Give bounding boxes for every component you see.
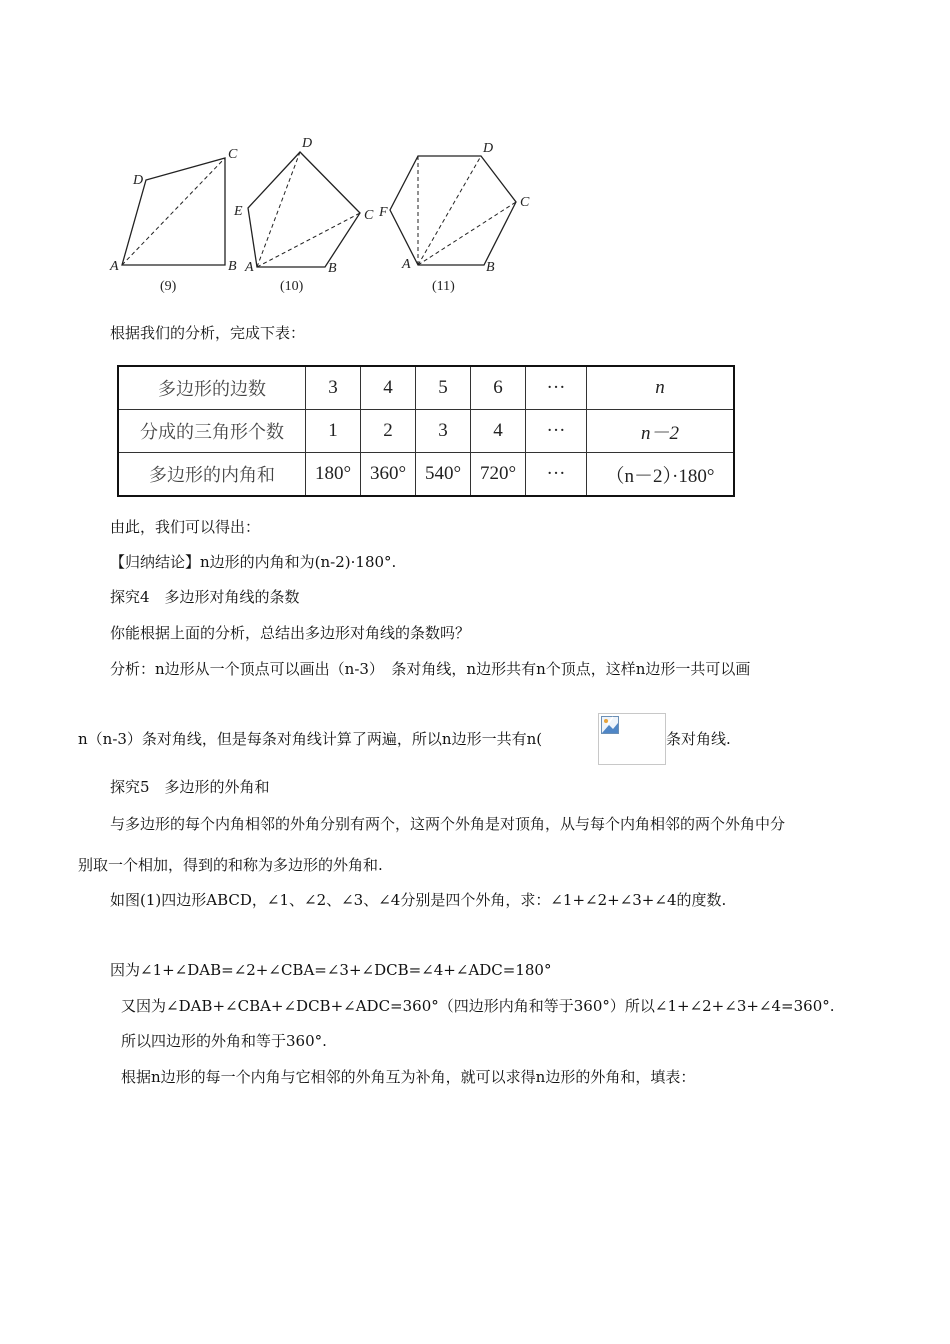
fig9-label-d: D (133, 173, 144, 188)
table-row (118, 366, 734, 410)
row-header-sides: 多边形的边数 (118, 366, 306, 410)
table-cell: 6 (471, 366, 526, 410)
table-cell: n (587, 366, 735, 410)
paragraph: 别取一个相加，得到的和称为多边形的外角和. (78, 856, 383, 874)
fig9-label-b: B (228, 259, 237, 274)
paragraph: 与多边形的每个内角相邻的外角分别有两个，这两个外角是对顶角，从与每个内角相邻的两个外角中分 (110, 815, 786, 833)
fig9-caption: (9) (160, 279, 177, 294)
fig11-label-f: F (379, 205, 388, 220)
table-intro: 根据我们的分析，完成下表： (110, 324, 306, 342)
table-cell: ··· (526, 410, 587, 453)
fig11-label-c: C (520, 195, 530, 210)
paragraph: 由此，我们可以得出： (110, 518, 261, 536)
figure-10-pentagon (233, 136, 374, 294)
figure-11-hexagon (378, 141, 530, 294)
table-cell: 2 (361, 410, 416, 453)
table-cell: 180° (306, 453, 361, 497)
polygon-figures (100, 130, 550, 300)
fig11-label-a: A (402, 257, 411, 272)
formula-image (598, 713, 666, 765)
conclusion: 【归纳结论】n边形的内角和为(n-2)·180°. (110, 553, 397, 571)
broken-image-icon (601, 716, 619, 734)
polygon-angle-table (117, 365, 735, 497)
table-cell: 360° (361, 453, 416, 497)
table-cell: n－2 (587, 410, 735, 453)
row-header-triangles: 分成的三角形个数 (118, 410, 306, 453)
fig11-caption: (11) (432, 279, 455, 294)
fig11-label-b: B (486, 260, 495, 275)
paragraph: 因为∠1+∠DAB=∠2+∠CBA=∠3+∠DCB=∠4+∠ADC=180° (110, 961, 552, 979)
fig9-label-c: C (228, 147, 238, 162)
paragraph: 分析：n边形从一个顶点可以画出（n-3） 条对角线，n边形共有n个顶点，这样n边形一共可以画 (110, 660, 751, 678)
fig10-label-c: C (364, 208, 374, 223)
table-cell: 5 (416, 366, 471, 410)
fig10-label-b: B (328, 261, 337, 276)
paragraph: 根据n边形的每一个内角与它相邻的外角互为补角，就可以求得n边形的外角和，填表： (121, 1068, 696, 1086)
table-cell: 1 (306, 410, 361, 453)
table-cell: 3 (306, 366, 361, 410)
table-cell: ··· (526, 366, 587, 410)
table-row (118, 410, 734, 453)
section-heading-4: 探究4 多边形对角线的条数 (110, 588, 300, 606)
paragraph: n（n-3）条对角线，但是每条对角线计算了两遍，所以n边形一共有n( (78, 730, 543, 748)
fig10-label-d: D (302, 136, 313, 151)
table-cell: 3 (416, 410, 471, 453)
table-cell: （n－2）·180° (587, 453, 735, 497)
fig10-label-a: A (245, 260, 254, 275)
fig10-label-e: E (234, 204, 243, 219)
paragraph: 所以四边形的外角和等于360°. (121, 1032, 327, 1050)
table-cell: 4 (471, 410, 526, 453)
section-heading-5: 探究5 多边形的外角和 (110, 778, 270, 796)
paragraph-end: 条对角线. (666, 730, 731, 748)
paragraph: 如图(1)四边形ABCD，∠1、∠2、∠3、∠4分别是四个外角，求：∠1+∠2+∠3+∠4的度数. (110, 891, 727, 909)
table-cell: ··· (526, 453, 587, 497)
table-row (118, 453, 734, 497)
fig9-label-a: A (110, 259, 119, 274)
paragraph: 又因为∠DAB+∠CBA+∠DCB+∠ADC=360°（四边形内角和等于360°）所以∠1+∠2+∠3+∠4=360°. (121, 997, 835, 1015)
fig11-label-d: D (483, 141, 494, 156)
table-cell: 4 (361, 366, 416, 410)
row-header-angle-sum: 多边形的内角和 (118, 453, 306, 497)
table-cell: 540° (416, 453, 471, 497)
table-cell: 720° (471, 453, 526, 497)
fig10-caption: (10) (280, 279, 304, 294)
paragraph: 你能根据上面的分析，总结出多边形对角线的条数吗？ (110, 624, 471, 642)
polygon-diagrams (100, 130, 550, 300)
figure-9-quadrilateral (109, 147, 238, 294)
